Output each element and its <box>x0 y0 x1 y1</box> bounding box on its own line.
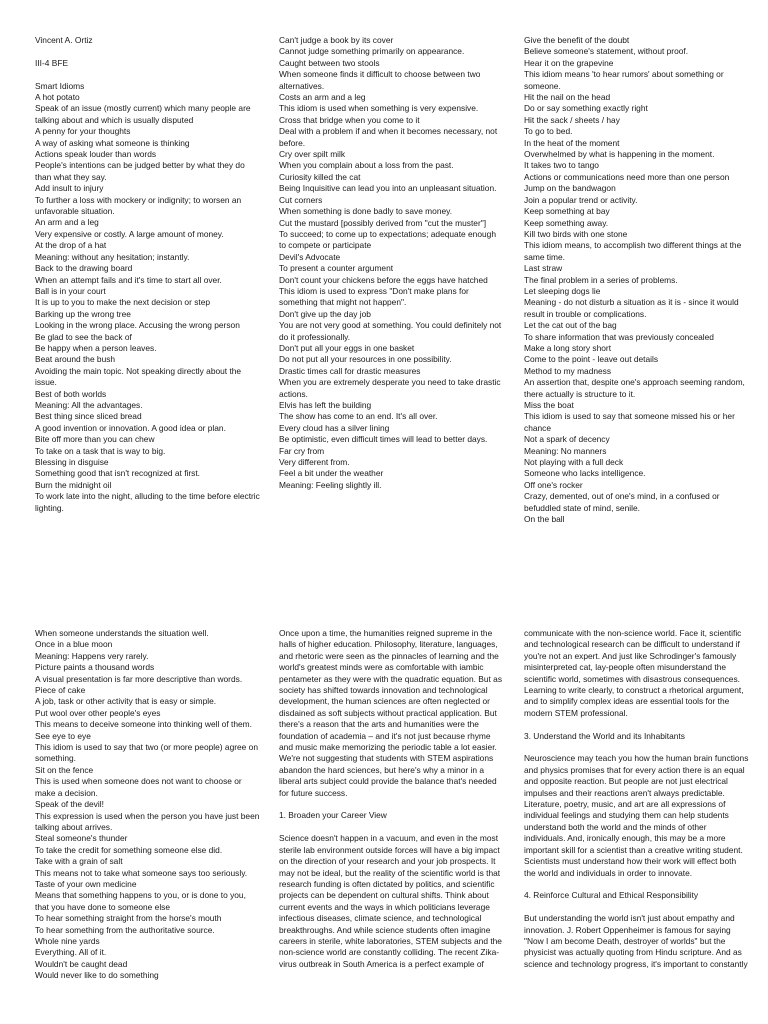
idiom-line: Last straw <box>524 263 563 274</box>
idiom-line: This idiom is used to say that two (or more people) agree on something. <box>35 742 258 764</box>
idiom-line: When someone finds it difficult to choose between two alternatives. <box>279 69 481 91</box>
idiom-line: Hit the sack / sheets / hay <box>524 114 620 125</box>
idiom-line: Hit the nail on the head <box>524 92 611 103</box>
idiom-line: Kill two birds with one stone <box>524 228 628 239</box>
idiom-line: Believe someone's statement, without proof. <box>524 46 689 57</box>
column-idioms-4 <box>35 628 260 982</box>
column-idioms-2 <box>279 35 504 491</box>
idiom-line: A penny for your thoughts <box>35 126 131 137</box>
idiom-line: To present a counter argument <box>279 263 394 274</box>
idiom-line: Be happy when a person leaves. <box>35 342 157 353</box>
idiom-list <box>35 92 260 514</box>
idiom-line: Add insult to injury <box>35 183 104 194</box>
idiom-line: Don't put all your eggs in one basket <box>279 342 415 353</box>
column-essay-2 <box>524 628 749 982</box>
idiom-line: This is used when someone does not want to choose or make a decision. <box>35 776 242 798</box>
idiom-line: Bite off more than you can chew <box>35 434 155 445</box>
idiom-line: To hear something straight from the horse's mouth <box>35 913 222 924</box>
idiom-line: This means not to take what someone says too seriously. <box>35 867 248 878</box>
idiom-line: See eye to eye <box>35 730 91 741</box>
idiom-line: Make a long story short <box>524 342 612 353</box>
idiom-line: Cross that bridge when you come to it <box>279 114 420 125</box>
author-name: Vincent A. Ortiz <box>35 35 93 45</box>
idiom-line: Crazy, demented, out of one's mind, in a confused or befuddled state of mind, senile. <box>524 491 720 513</box>
idiom-line: Ball is in your court <box>35 285 106 296</box>
idiom-line: Feel a bit under the weather <box>279 468 384 479</box>
idiom-line: Let sleeping dogs lie <box>524 285 601 296</box>
idiom-line: Miss the boat <box>524 400 574 410</box>
idiom-line: An arm and a leg <box>35 217 99 228</box>
idiom-line: Come to the point - leave out details <box>524 354 659 365</box>
idiom-line: Everything. All of it. <box>35 947 107 958</box>
idiom-line: A hot potato <box>35 92 80 102</box>
idiom-line: Give the benefit of the doubt <box>524 35 630 45</box>
idiom-line: Very expensive or costly. A large amount of money. <box>35 228 224 239</box>
idiom-line: On the ball <box>524 514 565 525</box>
idiom-line: Looking in the wrong place. Accusing the wrong person <box>35 320 240 331</box>
idiom-list <box>524 35 749 525</box>
idiom-line: Meaning: without any hesitation; instantly. <box>35 251 190 262</box>
idiom-line: Means that something happens to you, or is done to you, that you have done to someone else <box>35 890 246 912</box>
idiom-line: Overwhelmed by what is happening in the moment. <box>524 149 715 160</box>
section-heading: 3. Understand the World and its Inhabitants <box>524 730 685 741</box>
idiom-line: Jump on the bandwagon <box>524 183 616 194</box>
idiom-line: Devil's Advocate <box>279 251 341 262</box>
section-heading: 1. Broaden your Career View <box>279 810 387 821</box>
idiom-line: An assertion that, despite one's approach seeming random, there actually is structure to it. <box>524 377 745 399</box>
idiom-line: Wouldn't be caught dead <box>35 958 128 969</box>
idiom-line: Off one's rocker <box>524 479 583 490</box>
idiom-line: Sit on the fence <box>35 764 94 775</box>
class-section: III-4 BFE <box>35 57 69 68</box>
essay-paragraph: Science doesn't happen in a vacuum, and even in the most sterile lab environment outside forces will have a big impact on the direction of your research and your job prospects. It may not be ideal, but the reality of the scientific world is that research funding is often dictated by politics, and scientific projects can be dependent on cultural shifts. Think about current events and the ways in which politicians leverage infectious diseases, climate science, and technological breakthroughs. And while science students often imagine careers in sterile, white laboratories, STEM subjects and the non-science world are constantly colliding. The recent Zika-virus outbreak in South America is a perfect example of <box>279 833 502 969</box>
idiom-line: To take the credit for something someone else did. <box>35 844 223 855</box>
idiom-line: This idiom is used when something is very expensive. <box>279 103 479 114</box>
idiom-line: People's intentions can be judged better by what they do than what they say. <box>35 160 245 182</box>
idiom-line: A way of asking what someone is thinking <box>35 137 190 148</box>
idiom-line: Cry over spilt milk <box>279 149 346 160</box>
idiom-line: Barking up the wrong tree <box>35 308 131 319</box>
idiom-line: It takes two to tango <box>524 160 599 171</box>
idiom-line: This idiom means, to accomplish two different things at the same time. <box>524 240 742 262</box>
idiom-line: This idiom means 'to hear rumors' about something or someone. <box>524 69 724 91</box>
idiom-line: Be optimistic, even difficult times will lead to better days. <box>279 434 488 445</box>
idiom-line: When you are extremely desperate you need to take drastic actions. <box>279 377 501 399</box>
idiom-line: Keep something at bay <box>524 206 610 217</box>
idiom-line: Method to my madness <box>524 365 612 376</box>
idiom-line: A job, task or other activity that is easy or simple. <box>35 696 217 707</box>
essay-intro: Once upon a time, the humanities reigned supreme in the halls of higher education. Philosophy, literature, languages, and rhetoric were seen as the pinnacles of learning and the world's greatest minds were as comfortable with iambic pentameter as they were with the quadratic equation. But as society has shifted towards innovation and technological development, the human sciences are often neglected or disdained as soft subjects without practical application. But there's a reason that the arts and humanities were the foundation of academia – and it's not just because rhyme and music make memorizing the periodic table a lot easier. We're not suggesting that students with STEM aspirations abandon the hard sciences, but here's why a minor in a liberal arts subject could provide the balance that's needed for future success. <box>279 628 503 798</box>
idiom-line: Steal someone's thunder <box>35 833 128 844</box>
idiom-line: Not a spark of decency <box>524 434 610 445</box>
idiom-line: Don't give up the day job <box>279 308 371 319</box>
idiom-line: Meaning - do not disturb a situation as it is - since it would result in trouble or complications. <box>524 297 739 319</box>
idiom-line: To share information that was previously concealed <box>524 331 714 342</box>
idiom-line: Meaning: Feeling slightly ill. <box>279 479 382 490</box>
idiom-line: Speak of an issue (mostly current) which many people are talking about and which is usually disputed <box>35 103 251 125</box>
essay-paragraph: Neuroscience may teach you how the human brain functions and physics promises that for every action there is an equal and opposite reaction. But people are not just electrical impulses and their reactions aren't always predictable. Literature, poetry, music, and art are all expressions of individual feelings and studying them can help students understand both the world and the minds of other individuals. And, ironically enough, this may be a more important skill for a scientist than a creative writing student. Scientists must understand how their work will effect both the world and individuals in order to innovate. <box>524 753 749 878</box>
idiom-line: Hear it on the grapevine <box>524 57 614 68</box>
idiom-line: Taste of your own medicine <box>35 878 137 889</box>
idiom-line: Keep something away. <box>524 217 609 228</box>
idiom-line: A good invention or innovation. A good idea or plan. <box>35 422 226 433</box>
idiom-line: To take on a task that is way to big. <box>35 445 166 456</box>
essay-paragraph: communicate with the non-science world. Face it, scientific and technological research can be difficult to understand if you're not an expert. And just like Schrodinger's famously misinterpreted cat, lay-people often misunderstand the scientific world, sometimes with disastrous consequences. Learning to write clearly, to construct a rhetorical argument, and to simplify complex ideas are essential tools for the modern STEM professional. <box>524 628 744 718</box>
idiom-line: Blessing in disguise <box>35 457 109 467</box>
column-essay-1 <box>279 628 504 982</box>
idiom-line: Curiosity killed the cat <box>279 171 361 182</box>
idiom-line: When something is done badly to save money. <box>279 206 453 217</box>
idiom-line: Far cry from <box>279 445 325 456</box>
idiom-line: Beat around the bush <box>35 354 116 365</box>
idiom-line: Cut the mustard [possibly derived from "cut the muster"] <box>279 217 487 228</box>
idiom-line: Deal with a problem if and when it becomes necessary, not before. <box>279 126 498 148</box>
idiom-line: Whole nine yards <box>35 935 100 946</box>
idiom-line: To hear something from the authoritative source. <box>35 924 215 935</box>
idiom-line: Piece of cake <box>35 685 86 696</box>
idiom-line: Caught between two stools <box>279 57 380 68</box>
idiom-line: Costs an arm and a leg <box>279 92 366 103</box>
idiom-line: Drastic times call for drastic measures <box>279 365 421 376</box>
idiom-line: Let the cat out of the bag <box>524 320 617 331</box>
idiom-line: To go to bed. <box>524 126 573 137</box>
idiom-line: You are not very good at something. You could definitely not do it professionally. <box>279 320 502 342</box>
idiom-line: Someone who lacks intelligence. <box>524 468 646 479</box>
idiom-line: This expression is used when the person you have just been talking about arrives. <box>35 810 260 832</box>
idiom-line: At the drop of a hat <box>35 240 107 251</box>
idiom-line: When someone understands the situation well. <box>35 628 209 638</box>
idiom-line: Be glad to see the back of <box>35 331 132 342</box>
idiom-line: Cut corners <box>279 194 323 205</box>
idiom-line: Picture paints a thousand words <box>35 662 155 673</box>
idiom-line: Join a popular trend or activity. <box>524 194 638 205</box>
idiom-line: The show has come to an end. It's all over. <box>279 411 438 422</box>
idiom-line: Back to the drawing board <box>35 263 133 274</box>
idiom-line: Cannot judge something primarily on appearance. <box>279 46 465 57</box>
idiom-line: When you complain about a loss from the past. <box>279 160 454 171</box>
idiom-line: Take with a grain of salt <box>35 856 123 867</box>
idiom-line: Speak of the devil! <box>35 799 104 810</box>
idiom-line: To further a loss with mockery or indignity; to worsen an unfavorable situation. <box>35 194 242 217</box>
idiom-line: This means to deceive someone into thinking well of them. <box>35 719 252 730</box>
section-heading: 4. Reinforce Cultural and Ethical Responsibility <box>524 890 699 901</box>
idiom-line: This idiom is used to say that someone missed his or her chance <box>524 411 735 433</box>
idiom-line: To work late into the night, alluding to the time before electric lighting. <box>35 491 260 513</box>
idiom-line: It is up to you to make the next decision or step <box>35 297 211 308</box>
idiom-line: Don't count your chickens before the eggs have hatched <box>279 274 488 285</box>
idiom-line: Not playing with a full deck <box>524 457 624 468</box>
column-idioms-3 <box>524 35 749 525</box>
idiom-line: To succeed; to come up to expectations; adequate enough to compete or participate <box>279 228 496 251</box>
idiom-line: Burn the midnight oil <box>35 479 112 490</box>
idiom-list <box>279 35 504 491</box>
idiom-line: Every cloud has a silver lining <box>279 422 390 433</box>
idiom-line: Meaning: All the advantages. <box>35 399 143 410</box>
idiom-line: Being Inquisitive can lead you into an unpleasant situation. <box>279 183 497 194</box>
idiom-line: Can't judge a book by its cover <box>279 35 394 45</box>
idiom-line: When an attempt fails and it's time to start all over. <box>35 274 222 285</box>
idiom-line: Actions speak louder than words <box>35 149 157 160</box>
idiom-line: Do or say something exactly right <box>524 103 648 114</box>
idiom-line: In the heat of the moment <box>524 137 620 148</box>
idiom-line: Best thing since sliced bread <box>35 411 142 422</box>
idiom-line: Actions or communications need more than one person <box>524 171 730 182</box>
idiom-line: The final problem in a series of problems. <box>524 274 678 285</box>
idiom-line: Best of both worlds <box>35 388 107 399</box>
idiom-line: Elvis has left the building <box>279 400 372 410</box>
idiom-line: Would never like to do something <box>35 970 159 981</box>
idiom-line: Once in a blue moon <box>35 639 113 650</box>
idiom-line: This idiom is used to express "Don't make plans for something that might not happen". <box>279 285 469 308</box>
idiom-line: Something good that isn't recognized at first. <box>35 468 201 479</box>
idiom-line: Meaning: Happens very rarely. <box>35 650 149 661</box>
idiom-line: Meaning: No manners <box>524 445 607 456</box>
idiom-line: A visual presentation is far more descriptive than words. <box>35 673 243 684</box>
idiom-line: Put wool over other people's eyes <box>35 707 161 718</box>
idiom-list <box>35 628 260 982</box>
essay-paragraph: But understanding the world isn't just about empathy and innovation. J. Robert Oppenheimer is famous for saying "Now I am become Death, destroyer of worlds" but the physicist was actually quoting from Hindu scripture. And as science and technology progress, it's important to constantly <box>524 913 748 969</box>
idiom-line: Avoiding the main topic. Not speaking directly about the issue. <box>35 365 242 388</box>
idiom-line: Very different from. <box>279 457 350 468</box>
idiom-line: Do not put all your resources in one possibility. <box>279 354 452 365</box>
column-idioms-1 <box>35 35 260 514</box>
document-title: Smart Idioms <box>35 80 85 91</box>
